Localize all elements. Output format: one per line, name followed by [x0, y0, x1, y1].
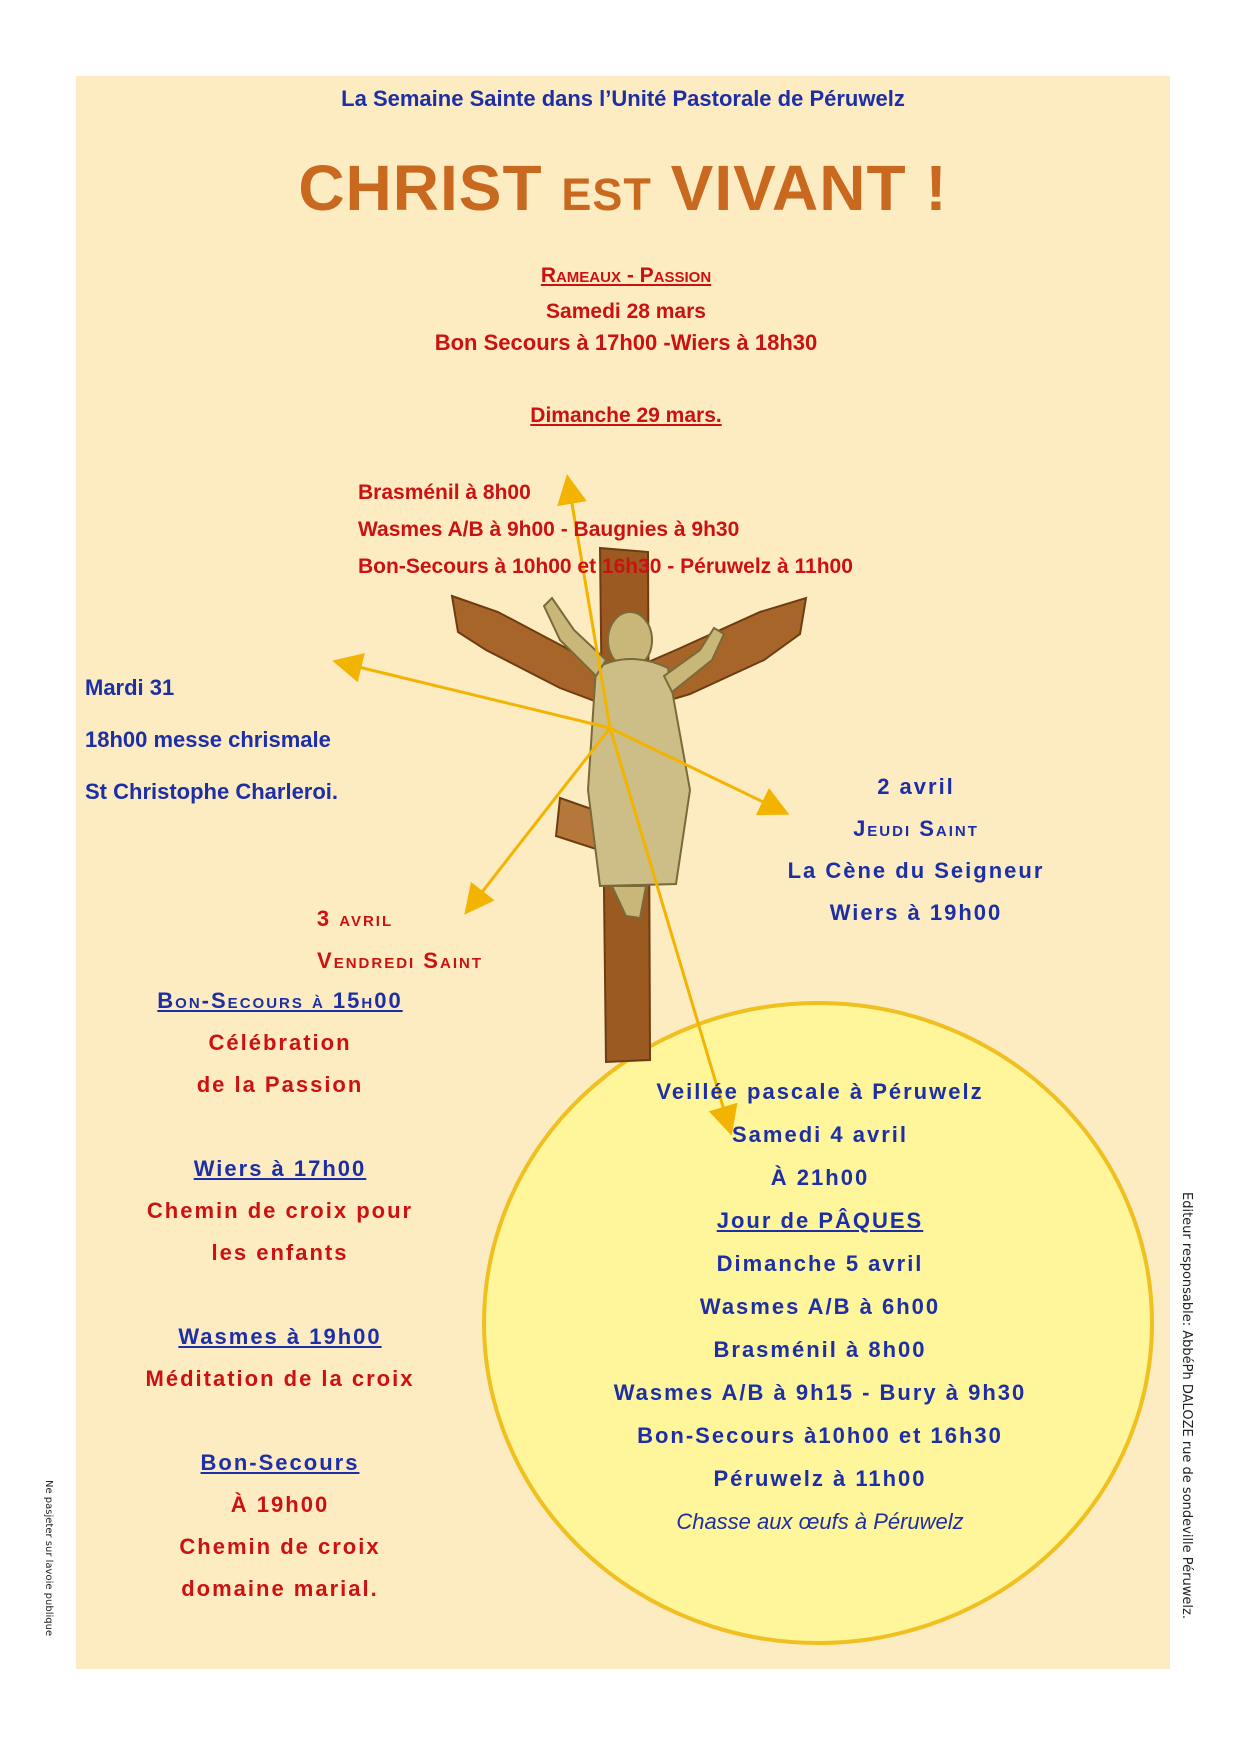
vendredi-event-line: Célébration [208, 1030, 352, 1055]
vendredi-heading: Vendredi Saint [317, 948, 483, 973]
rameaux-sunday-heading: Dimanche 29 mars. [530, 404, 722, 427]
vendredi-date: 3 avril [316, 906, 394, 931]
header-subtitle: La Semaine Sainte dans l’Unité Pastorale de Péruwelz [341, 86, 905, 111]
paques-line: Bon-Secours à10h00 et 16h30 [637, 1423, 1003, 1448]
rameaux-block [476, 258, 776, 330]
jeudi-block [736, 766, 1096, 934]
jeudi-line: 2 avril [877, 774, 955, 799]
page-title: CHRIST est VIVANT ! [298, 152, 948, 224]
jeudi-line: Wiers à 19h00 [829, 900, 1003, 925]
mardi-line: St Christophe Charleroi. [85, 779, 339, 804]
paques-line: Péruwelz à 11h00 [713, 1466, 927, 1491]
rameaux-heading: Rameaux - Passion [540, 264, 712, 287]
vendredi-event-line: Chemin de croix pour [146, 1198, 414, 1223]
rameaux-sunday-line: Bon-Secours à 10h00 et 16h30 - Péruwelz à 11h00 [358, 555, 853, 578]
jeudi-line: Jeudi Saint [853, 816, 979, 841]
vendredi-event-title: Wiers à 17h00 [193, 1156, 367, 1181]
vendredi-event-line: Chemin de croix [179, 1534, 381, 1559]
paques-veillee: Veillée pascale à Péruwelz [656, 1079, 984, 1104]
publisher-note: Editeur responsable: AbbéPh DALOZE rue de sondeville Péruwelz. [1179, 1192, 1194, 1619]
paques-line: Wasmes A/B à 6h00 [699, 1294, 941, 1319]
litter-note: Ne pasjeter sur lavoie publique [43, 1480, 54, 1637]
rameaux-saturday: Samedi 28 mars [546, 300, 706, 323]
paques-heading: Jour de PÂQUES [716, 1208, 924, 1233]
mardi-line: 18h00 messe chrismale [85, 727, 331, 752]
rameaux-sunday-line: Wasmes A/B à 9h00 - Baugnies à 9h30 [358, 518, 740, 541]
mardi-block [85, 662, 465, 818]
paques-egg-hunt: Chasse aux œufs à Péruwelz [676, 1509, 964, 1534]
paques-block [500, 1070, 1140, 1543]
vendredi-event-title: Bon-Secours [200, 1450, 360, 1475]
vendredi-event-title: Wasmes à 19h00 [178, 1324, 382, 1349]
vendredi-header [200, 898, 570, 982]
mardi-line: Mardi 31 [85, 675, 175, 700]
vendredi-event-line: À 19h00 [230, 1492, 330, 1517]
paques-sunday: Dimanche 5 avril [716, 1251, 924, 1276]
jeudi-line: La Cène du Seigneur [787, 858, 1045, 883]
rameaux-saturday-times: Bon Secours à 17h00 -Wiers à 18h30 [434, 330, 818, 355]
paques-veillee-date: Samedi 4 avril [732, 1122, 908, 1147]
vendredi-events [70, 980, 490, 1610]
paques-veillee-time: À 21h00 [770, 1165, 870, 1190]
vendredi-event-line: de la Passion [196, 1072, 364, 1097]
rameaux-sunday-line: Brasménil à 8h00 [358, 481, 531, 504]
vendredi-event-line: les enfants [211, 1240, 349, 1265]
vendredi-event-line: domaine marial. [181, 1576, 379, 1601]
vendredi-event-title: Bon-Secours à 15h00 [157, 988, 403, 1013]
vendredi-event-line: Méditation de la croix [145, 1366, 415, 1391]
paques-line: Brasménil à 8h00 [713, 1337, 927, 1362]
paques-line: Wasmes A/B à 9h15 - Bury à 9h30 [613, 1380, 1027, 1405]
rameaux-sunday-list [358, 474, 1058, 585]
